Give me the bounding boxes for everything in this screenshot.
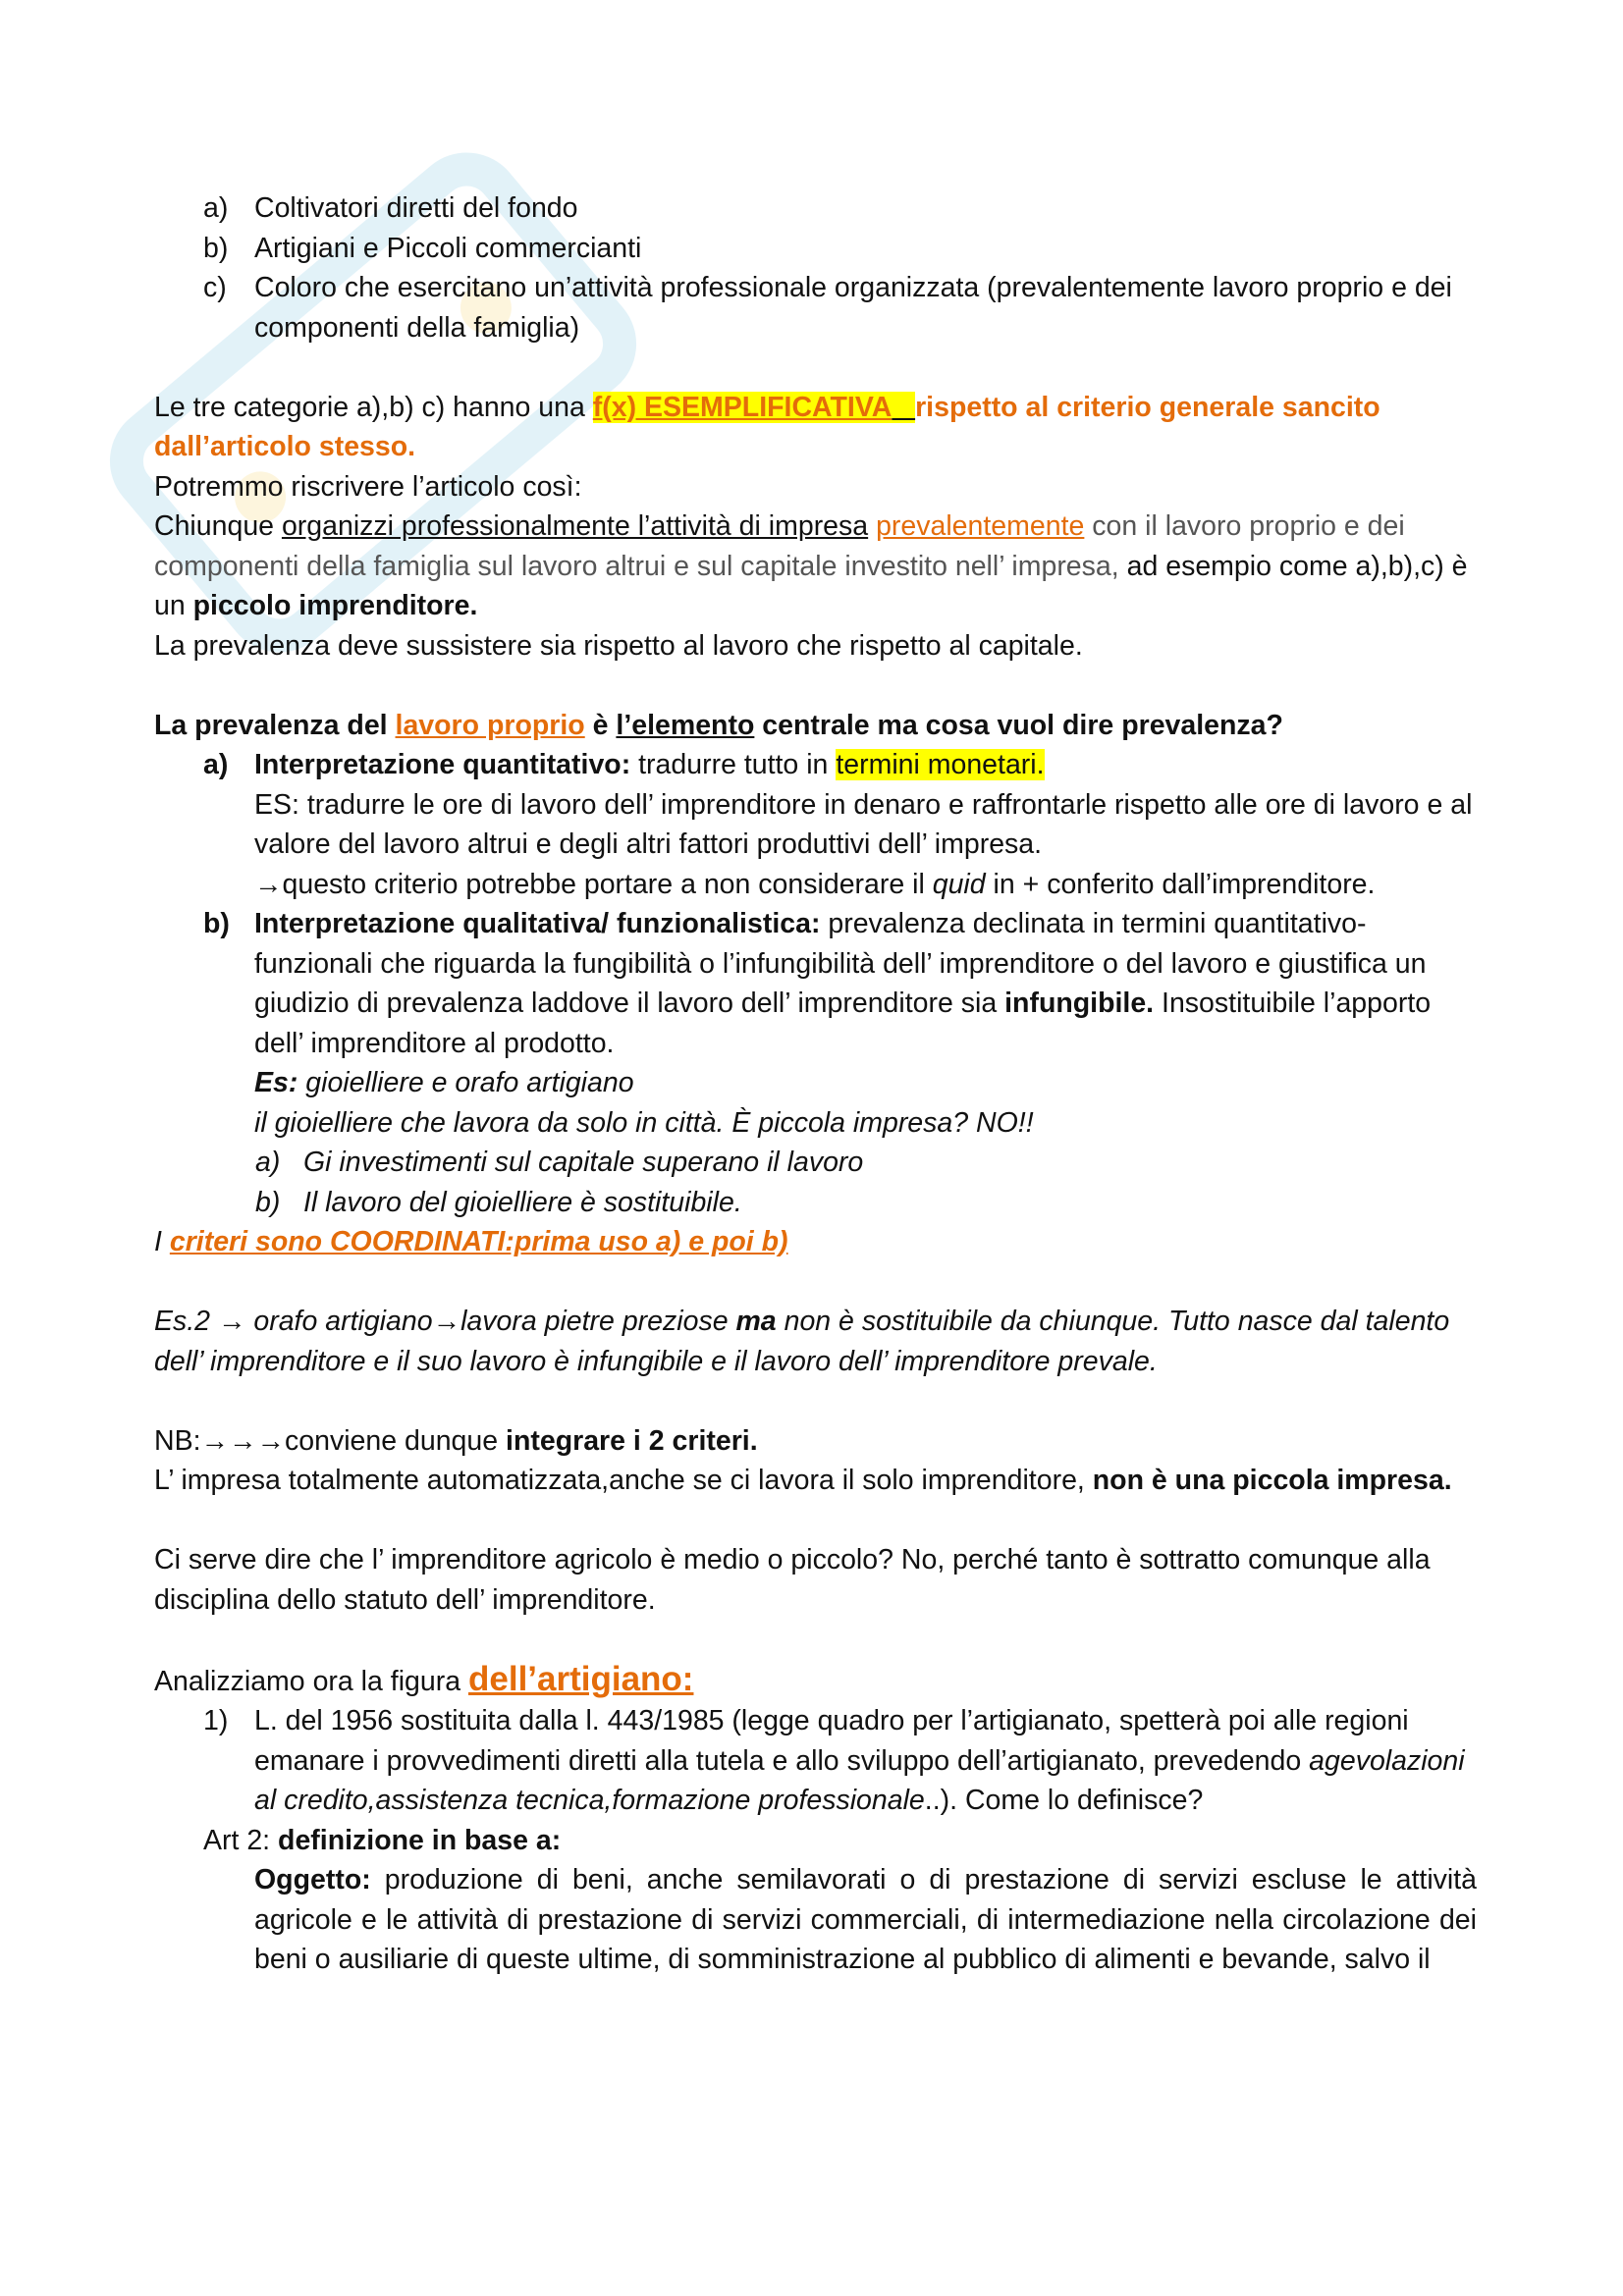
list-item: c) Coloro che esercitano un’attività professionale organizzata (prevalentemente lavoro proprio e dei componenti della famiglia) <box>203 272 1452 344</box>
list-item: a) Gi investimenti sul capitale superano il lavoro <box>255 1147 864 1178</box>
document-page <box>154 188 1477 1980</box>
categories-list <box>154 188 1477 347</box>
example-2: Es.2 → orafo artigiano→lavora pietre preziose ma non è sostituibile da chiunque. Tutto nasce dal talento dell’ imprenditore e il suo lavoro è infungibile e il lavoro dell’ imprenditore prevale. <box>154 1306 1450 1377</box>
art2-line: Art 2: definizione in base a: <box>203 1824 562 1856</box>
oggetto-definition: Oggetto: produzione di beni, anche semilavorati o di prestazione di servizi escluse le attività agricole e le attività di prestazione di servizi commerciali, di intermediazione nella circolazione dei beni o ausiliarie di queste ultime, di somministrazione al pubblico di alimenti e bevande, salvo il <box>254 1864 1477 1975</box>
list-item: b) Il lavoro del gioielliere è sostituibile. <box>255 1186 742 1218</box>
interpretation-a: a) Interpretazione quantitativo: tradurre tutto in termini monetari. ES: tradurre le ore di lavoro dell’ imprenditore in denaro e raffrontarle rispetto alle ore di lavoro e al valore del lavoro altrui e degli altri fattori produttivi dell’ impresa. →questo criterio potrebbe portare a non considerare il quid in + conferito dall’imprenditore. <box>203 749 1473 900</box>
list-item: b) Artigiani e Piccoli commercianti <box>203 232 642 264</box>
law-item: 1) L. del 1956 sostituita dalla l. 443/1985 (legge quadro per l’artigianato, spetterà poi alle regioni emanare i provvedimenti diretti alla tutela e allo sviluppo dell’artigianato, prevedendo agevolazioni al credito,assistenza tecnica,formazione professionale..). Come lo definisce? <box>203 1705 1465 1816</box>
highlight-esemplificativa: f(x) ESEMPLIFICATIVA <box>592 391 893 423</box>
paragraph-categorie: Le tre categorie a),b) c) hanno una f(x) ESEMPLIFICATIVA rispetto al criterio generale sancito dall’articolo stesso. <box>154 391 1380 462</box>
paragraph-riscrivere: Potremmo riscrivere l’articolo così: Chiunque organizzi professionalmente l’attività di impresa prevalentemente con il lavoro proprio e dei componenti della famiglia sul lavoro altrui e sul capitale investito nell’ impresa, ad esempio come a),b),c) è un piccolo imprenditore. La prevalenza deve sussistere sia rispetto al lavoro che rispetto al capitale. <box>154 470 1468 662</box>
nb-note: NB:→→→conviene dunque integrare i 2 criteri. L’ impresa totalmente automatizzata,anche se ci lavora il solo imprenditore, non è una piccola impresa. <box>154 1424 1452 1496</box>
criteri-note: I criteri sono COORDINATI:prima uso a) e poi b) <box>154 1226 788 1257</box>
heading-artigiano: Analizziamo ora la figura dell’artigiano: <box>154 1659 694 1698</box>
question-heading: La prevalenza del lavoro proprio è l’elemento centrale ma cosa vuol dire prevalenza? <box>154 709 1283 741</box>
paragraph-agricolo: Ci serve dire che l’ imprenditore agricolo è medio o piccolo? No, perché tanto è sottratto comunque alla disciplina dello statuto dell’ imprenditore. <box>154 1544 1431 1616</box>
interpretation-b: b) Interpretazione qualitativa/ funzionalistica: prevalenza declinata in termini quantitativo-funzionali che riguarda la fungibilità o l’infungibilità dell’ imprenditore o del lavoro e giustifica un giudizio di prevalenza laddove il lavoro dell’ imprenditore sia infungibile. Insostituibile l’apporto dell’ imprenditore al prodotto. Es: gioielliere e orafo artigiano il gioielliere che lavora da solo in città. È piccola impresa? NO!! <box>203 908 1432 1139</box>
list-item: a) Coltivatori diretti del fondo <box>203 192 578 224</box>
